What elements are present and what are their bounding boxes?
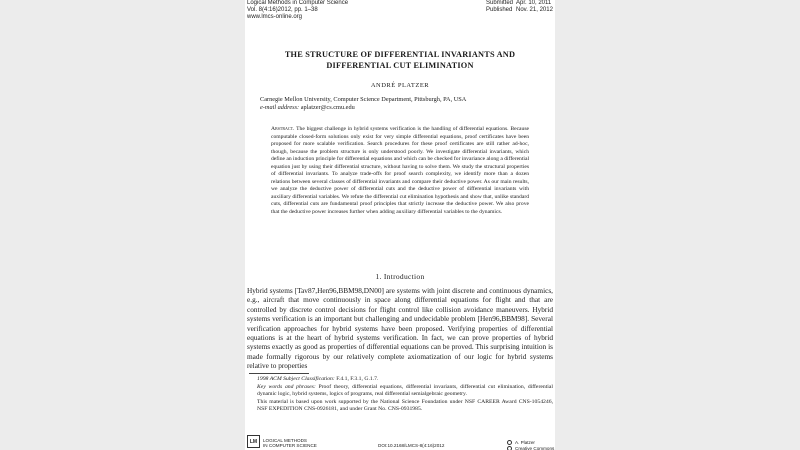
journal-volume: Vol. 8(4:16)2012, pp. 1–38	[247, 7, 318, 13]
acm-value: F.4.1, F.3.1, G.1.7.	[336, 376, 379, 382]
funding-note: This material is based upon work supported by the National Science Foundation under NSF CAREER Award CNS-1054246, NSF EXPEDITION CNS-0926181, and under Grant No. CNS-0931985.	[257, 398, 553, 412]
affiliation-text: Carnegie Mellon University, Computer Science Department, Pittsburgh, PA, USA	[260, 96, 467, 103]
intro-paragraph: Hybrid systems [Tav87,Hen96,BBM98,DN00] are systems with joint discrete and continuous dynamics, e.g., aircraft that move continuously in space along differential equations for flight and that are controlled by discrete control decisions for flight control like collision avoidance maneuvers. Hybrid systems verification is an important but challenging and undecidable problem [Hen96,BBM98]. Several verification approaches for hybrid systems have been proposed. Verifying properties of differential equations is at the heart of hybrid systems verification. In fact, we can prove properties of hybrid systems exactly as good as properties of differential equations can be proved. This surprising intuition is made formally rigorous by our relatively complete axiomatization of our logic for hybrid systems relative to properties	[247, 286, 553, 371]
acm-label: 1998 ACM Subject Classification:	[257, 376, 335, 382]
license-block	[507, 440, 554, 450]
title-line-1: THE STRUCTURE OF DIFFERENTIAL INVARIANTS AND	[284, 50, 516, 59]
author-affiliation	[260, 96, 466, 112]
section-heading: 1. Introduction	[375, 272, 425, 281]
submitted-date: Apr. 10, 2011	[516, 0, 552, 6]
doi-link[interactable]: DOI:10.2168/LMCS-8(4:16)2012	[378, 443, 445, 448]
keywords-label: Key words and phrases:	[257, 383, 316, 390]
submitted-row	[486, 0, 553, 7]
title-line-2: DIFFERENTIAL CUT ELIMINATION	[326, 61, 474, 70]
email-line	[260, 104, 466, 112]
journal-header	[247, 0, 348, 21]
keywords-value: Proof theory, differential equations, differential invariants, differential cut elimination, differential dynamic logic, hybrid systems, logics of programs, real differential semialgebraic geometry.	[257, 383, 553, 397]
left-background	[0, 0, 245, 450]
published-date: Nov. 21, 2012	[516, 7, 553, 13]
submitted-label: Submitted	[486, 0, 514, 6]
logo-line-2: IN COMPUTER SCIENCE	[263, 443, 317, 448]
abstract-text: The biggest challenge in hybrid systems verification is the handling of differential equations. Because computable closed-form solutions only exist for very simple differential equations, proof certificates have been proposed for more scalable verification. Search procedures for these proof certificates are still rather ad-hoc, though, because the problem structure is only understood poorly. We investigate differential invariants, which define an induction principle for differential equations and which can be checked for invariance along a differential equation just by using their differential structure, without having to solve them. We study the structural properties of differential invariants. To analyze trade-offs for proof search complexity, we identify more than a dozen relations between several classes of differential invariants and compare their deductive power. As our main results, we analyze the deductive power of differential cuts and the deductive power of differential invariants with auxiliary differential variables. We refute the differential cut elimination hypothesis and show that, unlike standard cuts, differential cuts are fundamental proof principles that strictly increase the deductive power. We also prove that the deductive power increases further when adding auxiliary differential variables to the dynamics.	[271, 126, 529, 216]
paper-title	[245, 49, 555, 71]
paper-page	[245, 0, 555, 450]
logo-line-1: LOGICAL METHODS	[263, 438, 307, 443]
lmcs-logo-icon: LM	[247, 435, 260, 448]
footnote-rule	[249, 373, 309, 374]
dates-header	[486, 0, 553, 14]
license-name[interactable]: Creative Commons	[507, 446, 554, 450]
author-name: ANDRÉ PLATZER	[370, 82, 430, 89]
abstract-label: Abstract.	[271, 126, 295, 132]
footnotes	[247, 376, 553, 414]
copyright-holder: A. Platzer	[507, 440, 554, 446]
creative-commons-icon	[507, 446, 512, 450]
published-label: Published	[486, 7, 513, 13]
published-row	[486, 7, 553, 14]
journal-website[interactable]: www.lmcs-online.org	[247, 14, 303, 20]
email-label: e-mail address:	[260, 104, 300, 111]
right-background	[555, 0, 800, 450]
abstract	[271, 126, 529, 217]
journal-name: Logical Methods in Computer Science	[247, 0, 349, 6]
keywords	[247, 384, 553, 399]
acm-classification	[247, 376, 553, 384]
copyright-icon	[507, 440, 512, 445]
page-footer	[245, 434, 555, 450]
lmcs-logo-text	[263, 438, 317, 448]
email-address[interactable]: aplatzer@cs.cmu.edu	[300, 104, 355, 111]
